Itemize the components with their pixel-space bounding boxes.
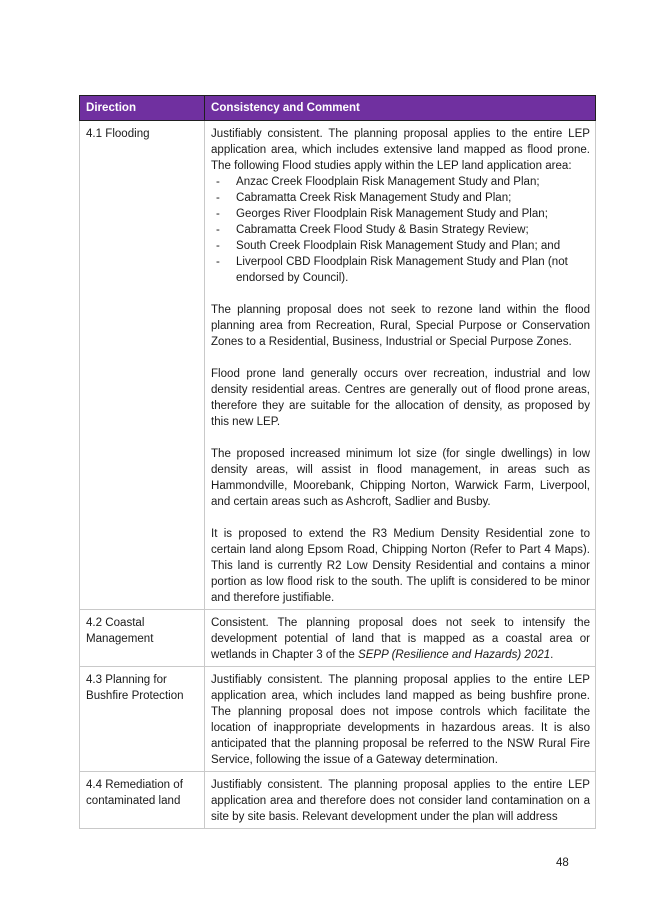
table-row — [80, 610, 596, 667]
table-header — [80, 96, 596, 121]
table-row — [80, 772, 596, 829]
flooding-intro: Justifiably consistent. The planning proposal applies to the entire LEP application area, which includes extensive land mapped as flood prone. The following Flood studies apply within the LEP land application area: — [211, 128, 590, 172]
direction-cell: 4.4 Remediation of contaminated land — [80, 772, 205, 829]
header-direction: Direction — [80, 96, 205, 121]
comment-cell: Justifiably consistent. The planning proposal applies to the entire LEP application area, which includes land mapped as being bushfire prone. The planning proposal does not impose controls which facilitate the location of inappropriate developments in hazardous areas. It is also anticipated that the planning proposal be referred to the NSW Rural Fire Service, following the issue of a Gateway determination. — [205, 667, 596, 772]
list-item: - Georges River Floodplain Risk Management Study and Plan; — [211, 206, 590, 222]
sepp-reference: SEPP (Resilience and Hazards) 2021 — [358, 649, 551, 661]
table-row — [80, 121, 596, 610]
list-item: - South Creek Floodplain Risk Management Study and Plan; and — [211, 238, 590, 254]
comment-cell: Justifiably consistent. The planning proposal applies to the entire LEP application area and therefore does not consider land contamination on a site by site basis. Relevant development under the plan will address — [205, 772, 596, 829]
table-row — [80, 667, 596, 772]
direction-cell: 4.3 Planning for Bushfire Protection — [80, 667, 205, 772]
direction-cell: 4.2 Coastal Management — [80, 610, 205, 667]
flooding-paragraph: The planning proposal does not seek to rezone land within the flood planning area from Recreation, Rural, Special Purpose or Conservation Zones to a Residential, Business, Industrial or Special Purpose Zones. — [211, 304, 590, 348]
list-item: - Liverpool CBD Floodplain Risk Management Study and Plan (not endorsed by Council). — [211, 254, 590, 286]
flooding-paragraph: The proposed increased minimum lot size (for single dwellings) in low density areas, will assist in flood management, in areas such as Hammondville, Moorebank, Chipping Norton, Warwick Farm, Liverpool, and certain areas such as Ashcroft, Sadlier and Busby. — [211, 448, 590, 508]
consistency-table — [79, 95, 596, 829]
flooding-paragraph: It is proposed to extend the R3 Medium Density Residential zone to certain land along Epsom Road, Chipping Norton (Refer to Part 4 Maps). This land is currently R2 Low Density Residential and contains a minor portion as low flood risk to the south. The uplift is considered to be minor and therefore justifiable. — [211, 528, 590, 604]
comment-text-end: . — [550, 649, 554, 661]
list-item: - Cabramatta Creek Risk Management Study and Plan; — [211, 190, 590, 206]
flood-studies-list — [211, 174, 590, 286]
direction-cell: 4.1 Flooding — [80, 121, 205, 610]
header-row — [80, 96, 596, 121]
flooding-paragraph: Flood prone land generally occurs over recreation, industrial and low density residential areas. Centres are generally out of flood prone areas, therefore they are suitable for the allocation of density, as proposed by this new LEP. — [211, 368, 590, 428]
list-item: - Cabramatta Creek Flood Study & Basin Strategy Review; — [211, 222, 590, 238]
comment-cell — [205, 121, 596, 610]
list-item: - Anzac Creek Floodplain Risk Management Study and Plan; — [211, 174, 590, 190]
comment-text: Consistent. The planning proposal does not seek to intensify the development potential of land that is mapped as a coastal area or wetlands in Chapter 3 of the — [211, 617, 590, 661]
comment-cell — [205, 610, 596, 667]
page-number: 48 — [556, 857, 569, 869]
header-comment: Consistency and Comment — [205, 96, 596, 121]
